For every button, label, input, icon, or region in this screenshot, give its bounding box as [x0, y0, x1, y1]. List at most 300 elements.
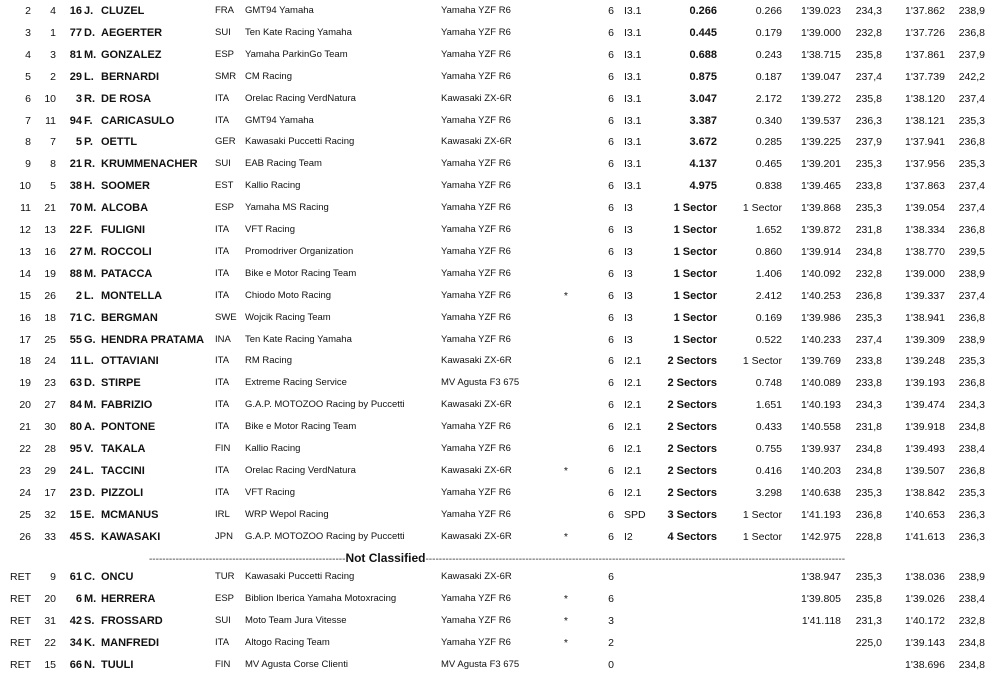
cell-nat: ITA	[215, 289, 230, 301]
cell-seg: I2.1	[624, 464, 642, 477]
cell-spd: 233,8	[855, 377, 882, 390]
cell-grid: 17	[44, 486, 56, 499]
cell-first: D.	[84, 26, 95, 39]
cell-first: M.	[84, 245, 97, 258]
cell-num: 27	[69, 245, 82, 258]
cell-bike: Kawasaki ZX-6R	[441, 571, 512, 582]
cell-team: Kallio Racing	[245, 443, 301, 454]
cell-flag: *	[563, 592, 568, 605]
cell-bike: Yamaha YZF R6	[441, 508, 511, 520]
cell-gap: 1 Sector	[673, 311, 717, 324]
table-row	[0, 483, 994, 505]
cell-team: Orelac Racing VerdNatura	[245, 464, 356, 476]
cell-bspd: 236,3	[958, 508, 985, 521]
table-row	[0, 286, 994, 308]
cell-nat: SUI	[215, 158, 231, 170]
cell-num: 95	[69, 443, 82, 455]
cell-grid: 21	[44, 202, 56, 215]
cell-pos: 25	[19, 508, 31, 521]
cell-bike: Kawasaki ZX-6R	[441, 136, 512, 148]
cell-nat: SUI	[215, 26, 231, 38]
cell-last: TUULI	[101, 658, 134, 671]
cell-laps: 6	[608, 333, 614, 346]
cell-laps: 6	[608, 508, 614, 521]
cell-pos: 19	[19, 377, 31, 390]
cell-time: 1'40.203	[801, 464, 841, 477]
cell-bspd: 236,3	[958, 530, 985, 543]
cell-best: 1'41.613	[905, 530, 945, 543]
cell-best: 1'37.739	[905, 70, 945, 83]
cell-time: 1'39.225	[801, 136, 841, 149]
cell-pos: 22	[19, 443, 31, 455]
cell-nat: FRA	[215, 5, 234, 16]
cell-nat: ITA	[215, 486, 230, 498]
cell-seg: I3	[624, 289, 633, 302]
cell-grid: 5	[50, 180, 56, 193]
cell-spd: 235,3	[855, 486, 882, 499]
cell-bike: Yamaha YZF R6	[441, 614, 511, 626]
cell-team: Kallio Racing	[245, 180, 301, 192]
cell-pos: 16	[19, 311, 31, 324]
cell-nat: ITA	[215, 464, 230, 476]
cell-pos: 24	[19, 486, 31, 499]
cell-time: 1'39.805	[801, 592, 841, 605]
cell-first: S.	[84, 530, 95, 543]
cell-last: PIZZOLI	[101, 486, 144, 499]
cell-num: 23	[69, 486, 82, 499]
cell-grid: 9	[50, 571, 56, 583]
cell-spd: 225,0	[855, 636, 882, 649]
cell-seg: I2.1	[624, 486, 642, 499]
cell-team: GMT94 Yamaha	[245, 114, 314, 126]
cell-best: 1'39.193	[905, 377, 945, 390]
cell-time: 1'40.253	[801, 289, 841, 302]
cell-time: 1'39.201	[801, 158, 841, 171]
cell-bspd: 237,4	[958, 180, 985, 193]
table-row	[0, 67, 994, 89]
cell-nat: SUI	[215, 614, 231, 626]
cell-bike: Yamaha YZF R6	[441, 70, 511, 82]
cell-nat: ITA	[215, 224, 230, 235]
cell-bike: Yamaha YZF R6	[441, 202, 511, 214]
cell-last: OTTAVIANI	[101, 355, 159, 368]
cell-bike: Kawasaki ZX-6R	[441, 399, 512, 411]
cell-first: L.	[84, 289, 94, 302]
cell-best: 1'39.054	[905, 202, 945, 215]
cell-last: SOOMER	[101, 180, 150, 193]
cell-spd: 236,3	[855, 114, 882, 127]
cell-grid: 33	[44, 530, 56, 543]
cell-laps: 6	[608, 267, 614, 280]
cell-bike: Yamaha YZF R6	[441, 158, 511, 170]
cell-pos: 4	[25, 48, 31, 61]
cell-nat: FIN	[215, 443, 231, 454]
cell-prev: 1.651	[755, 399, 782, 412]
cell-team: Biblion Iberica Yamaha Motoxracing	[245, 592, 397, 604]
cell-num: 81	[69, 48, 82, 61]
table-row	[0, 461, 994, 483]
cell-laps: 6	[608, 355, 614, 368]
cell-bspd: 236,8	[958, 224, 985, 236]
cell-bike: Kawasaki ZX-6R	[441, 355, 512, 367]
cell-bspd: 236,8	[958, 377, 985, 390]
cell-laps: 6	[608, 158, 614, 171]
cell-pos: 13	[19, 245, 31, 258]
cell-num: 61	[69, 571, 82, 583]
cell-laps: 6	[608, 92, 614, 105]
cell-bspd: 242,2	[958, 70, 985, 83]
cell-nat: SMR	[215, 70, 237, 82]
cell-grid: 15	[44, 658, 56, 671]
cell-last: PATACCA	[101, 267, 153, 280]
cell-gap: 3.387	[689, 114, 717, 127]
cell-best: 1'37.956	[905, 158, 945, 171]
cell-grid: 11	[45, 114, 56, 127]
cell-seg: I3.1	[624, 26, 642, 39]
cell-last: HENDRA PRATAMA	[101, 333, 205, 346]
cell-grid: 23	[44, 377, 56, 390]
cell-last: HERRERA	[101, 592, 156, 605]
cell-team: VFT Racing	[245, 486, 295, 498]
cell-pos: RET	[10, 658, 31, 671]
cell-first: C.	[84, 311, 95, 324]
cell-spd: 228,8	[855, 530, 882, 543]
cell-nat: ITA	[215, 421, 230, 433]
cell-last: BERGMAN	[101, 311, 158, 324]
table-row	[0, 111, 994, 133]
table-row	[0, 567, 994, 589]
cell-laps: 6	[608, 443, 614, 455]
cell-prev: 1 Sector	[742, 508, 782, 521]
cell-bike: Yamaha YZF R6	[441, 267, 511, 279]
cell-time: 1'40.638	[801, 486, 841, 499]
cell-num: 55	[69, 333, 82, 346]
cell-spd: 234,3	[855, 5, 882, 17]
cell-spd: 233,8	[855, 355, 882, 368]
cell-nat: ITA	[215, 636, 230, 648]
cell-best: 1'39.474	[905, 399, 945, 412]
cell-grid: 28	[44, 443, 56, 455]
cell-gap: 4 Sectors	[667, 530, 717, 543]
cell-last: DE ROSA	[101, 92, 152, 105]
cell-seg: I3	[624, 311, 633, 324]
cell-prev: 3.298	[755, 486, 782, 499]
cell-best: 1'38.120	[905, 92, 945, 105]
cell-spd: 236,8	[855, 508, 882, 521]
cell-best: 1'37.861	[905, 48, 945, 61]
cell-num: 70	[69, 202, 82, 215]
cell-gap: 1 Sector	[673, 289, 717, 302]
cell-bspd: 234,8	[958, 421, 985, 434]
cell-prev: 0.465	[755, 158, 782, 171]
cell-prev: 0.433	[755, 421, 782, 434]
cell-time: 1'40.233	[801, 333, 841, 346]
cell-last: MANFREDI	[101, 636, 160, 649]
cell-prev: 1 Sector	[742, 202, 782, 215]
cell-grid: 29	[44, 464, 56, 477]
cell-pos: 14	[19, 267, 31, 280]
cell-last: AEGERTER	[101, 26, 163, 39]
cell-spd: 231,3	[855, 614, 882, 627]
cell-seg: I3.1	[624, 48, 642, 61]
cell-pos: 21	[19, 421, 31, 434]
cell-nat: JPN	[215, 530, 233, 542]
cell-flag: *	[563, 530, 568, 543]
cell-first: F.	[84, 114, 93, 127]
cell-prev: 1 Sector	[742, 355, 782, 368]
cell-laps: 6	[608, 48, 614, 61]
cell-pos: 12	[19, 224, 31, 236]
cell-team: Bike e Motor Racing Team	[245, 421, 357, 433]
cell-seg: I2.1	[624, 443, 642, 455]
cell-best: 1'39.309	[905, 333, 945, 346]
cell-time: 1'39.000	[801, 26, 841, 39]
cell-last: KAWASAKI	[101, 530, 161, 543]
cell-best: 1'38.334	[905, 224, 945, 236]
cell-bike: Kawasaki ZX-6R	[441, 530, 512, 542]
cell-bspd: 239,5	[958, 245, 985, 258]
separator-dashes: -----------------------------------------------------------	[148, 554, 346, 565]
cell-first: E.	[84, 508, 95, 521]
cell-pos: 23	[19, 464, 31, 477]
cell-grid: 19	[44, 267, 56, 280]
cell-best: 1'38.036	[905, 571, 945, 583]
cell-grid: 27	[44, 399, 56, 412]
cell-best: 1'39.507	[905, 464, 945, 477]
cell-bike: Yamaha YZF R6	[441, 26, 511, 38]
cell-laps: 6	[608, 592, 614, 605]
cell-num: 5	[75, 136, 82, 149]
cell-laps: 3	[608, 614, 614, 627]
cell-bspd: 238,9	[958, 571, 985, 583]
cell-prev: 2.412	[755, 289, 782, 302]
cell-num: 16	[69, 5, 82, 17]
cell-spd: 234,8	[855, 245, 882, 258]
cell-laps: 6	[608, 289, 614, 302]
cell-seg: I3	[624, 245, 633, 258]
cell-laps: 6	[608, 421, 614, 434]
cell-bike: Yamaha YZF R6	[441, 289, 511, 301]
cell-spd: 235,3	[855, 571, 882, 583]
cell-grid: 31	[44, 614, 56, 627]
cell-best: 1'39.248	[905, 355, 945, 368]
cell-first: A.	[84, 421, 95, 434]
cell-bspd: 232,8	[958, 614, 985, 627]
cell-grid: 30	[44, 421, 56, 434]
cell-nat: INA	[215, 333, 231, 345]
cell-team: VFT Racing	[245, 224, 295, 235]
cell-last: ALCOBA	[101, 202, 149, 215]
cell-bspd: 236,8	[958, 26, 985, 39]
cell-team: Ten Kate Racing Yamaha	[245, 333, 352, 345]
cell-best: 1'37.863	[905, 180, 945, 193]
cell-nat: ITA	[215, 245, 230, 257]
table-row	[0, 611, 994, 633]
cell-bspd: 238,9	[958, 333, 985, 346]
cell-first: R.	[84, 92, 95, 105]
cell-nat: ITA	[215, 355, 230, 367]
cell-laps: 6	[608, 202, 614, 215]
cell-gap: 1 Sector	[673, 224, 717, 236]
cell-team: GMT94 Yamaha	[245, 5, 314, 16]
cell-spd: 235,8	[855, 48, 882, 61]
cell-gap: 0.266	[689, 5, 717, 17]
cell-grid: 3	[50, 48, 56, 61]
cell-flag: *	[563, 464, 568, 477]
cell-num: 77	[69, 26, 82, 39]
cell-first: M.	[84, 202, 97, 215]
cell-last: TAKALA	[101, 443, 146, 455]
cell-seg: I3.1	[624, 92, 642, 105]
cell-team: RM Racing	[245, 355, 292, 367]
cell-spd: 234,8	[855, 464, 882, 477]
cell-spd: 237,4	[855, 70, 882, 83]
cell-grid: 26	[44, 289, 56, 302]
cell-team: Yamaha MS Racing	[245, 202, 329, 214]
cell-seg: I3.1	[624, 158, 642, 171]
cell-gap: 0.875	[689, 70, 717, 83]
cell-first: K.	[84, 636, 95, 649]
cell-num: 63	[69, 377, 82, 390]
cell-prev: 0.169	[755, 311, 782, 324]
cell-bike: Yamaha YZF R6	[441, 311, 511, 323]
cell-prev: 0.748	[755, 377, 782, 390]
cell-first: P.	[84, 136, 93, 149]
cell-bspd: 238,4	[958, 592, 985, 605]
table-row	[0, 655, 994, 676]
cell-seg: I3.1	[624, 114, 642, 127]
cell-pos: RET	[10, 592, 31, 605]
cell-last: FROSSARD	[101, 614, 163, 627]
cell-num: 15	[69, 508, 82, 521]
cell-first: M.	[84, 592, 97, 605]
cell-grid: 16	[44, 245, 56, 258]
cell-last: TACCINI	[101, 464, 145, 477]
cell-gap: 1 Sector	[673, 245, 717, 258]
cell-num: 21	[69, 158, 82, 171]
cell-pos: 7	[25, 114, 31, 127]
cell-laps: 6	[608, 70, 614, 83]
cell-prev: 0.266	[755, 5, 782, 17]
cell-seg: SPD	[624, 508, 646, 521]
cell-first: L.	[84, 355, 94, 368]
cell-num: 22	[69, 224, 82, 236]
cell-grid: 25	[44, 333, 56, 346]
cell-first: M.	[84, 399, 97, 412]
cell-first: H.	[84, 180, 95, 193]
table-row	[0, 23, 994, 45]
cell-best: 1'39.000	[905, 267, 945, 280]
cell-laps: 6	[608, 530, 614, 543]
cell-spd: 231,8	[855, 421, 882, 434]
cell-time: 1'39.465	[801, 180, 841, 193]
cell-gap: 3.672	[689, 136, 717, 149]
table-row	[0, 154, 994, 176]
cell-team: Moto Team Jura Vitesse	[245, 614, 347, 626]
cell-gap: 2 Sectors	[667, 399, 717, 412]
cell-num: 24	[69, 464, 82, 477]
cell-num: 34	[69, 636, 82, 649]
cell-team: Orelac Racing VerdNatura	[245, 92, 356, 104]
cell-prev: 0.285	[755, 136, 782, 149]
cell-prev: 0.838	[755, 180, 782, 193]
cell-seg: I2	[624, 530, 633, 543]
cell-team: G.A.P. MOTOZOO Racing by Puccetti	[245, 530, 405, 542]
cell-bike: Yamaha YZF R6	[441, 48, 511, 60]
cell-time: 1'39.986	[801, 311, 841, 324]
cell-best: 1'38.842	[905, 486, 945, 499]
cell-time: 1'38.947	[801, 571, 841, 583]
cell-laps: 6	[608, 486, 614, 499]
cell-laps: 6	[608, 114, 614, 127]
cell-time: 1'39.023	[801, 5, 841, 17]
cell-bspd: 235,3	[958, 158, 985, 171]
cell-first: F.	[84, 224, 93, 236]
cell-flag: *	[563, 636, 568, 649]
cell-seg: I2.1	[624, 377, 642, 390]
cell-seg: I3	[624, 333, 633, 346]
section-title: Not Classified	[345, 551, 426, 565]
cell-prev: 1.406	[755, 267, 782, 280]
cell-grid: 20	[44, 592, 56, 605]
cell-bike: Yamaha YZF R6	[441, 636, 511, 648]
cell-pos: 8	[25, 136, 31, 149]
cell-pos: 2	[25, 5, 31, 17]
cell-num: 29	[69, 70, 82, 83]
table-row	[0, 220, 994, 242]
cell-laps: 6	[608, 311, 614, 324]
cell-time: 1'39.537	[801, 114, 841, 127]
cell-prev: 0.187	[755, 70, 782, 83]
cell-gap: 0.445	[689, 26, 717, 39]
cell-num: 84	[69, 399, 82, 412]
cell-bspd: 237,4	[958, 92, 985, 105]
cell-nat: EST	[215, 180, 234, 192]
cell-laps: 6	[608, 136, 614, 149]
cell-gap: 1 Sector	[673, 202, 717, 215]
cell-seg: I3.1	[624, 70, 642, 83]
cell-time: 1'40.092	[801, 267, 841, 280]
cell-prev: 0.340	[755, 114, 782, 127]
cell-grid: 32	[44, 508, 56, 521]
cell-time: 1'41.118	[801, 614, 841, 627]
cell-pos: RET	[10, 571, 31, 583]
cell-prev: 1.652	[755, 224, 782, 236]
cell-nat: GER	[215, 136, 236, 148]
cell-gap: 1 Sector	[673, 333, 717, 346]
cell-bike: Yamaha YZF R6	[441, 486, 511, 498]
cell-num: 94	[69, 114, 82, 127]
cell-num: 2	[75, 289, 82, 302]
cell-grid: 1	[50, 26, 56, 39]
cell-laps: 6	[608, 571, 614, 583]
cell-bspd: 238,4	[958, 443, 985, 455]
cell-bspd: 234,3	[958, 399, 985, 412]
cell-first: D.	[84, 486, 95, 499]
table-row	[0, 373, 994, 395]
cell-bspd: 236,8	[958, 136, 985, 149]
table-row	[0, 351, 994, 373]
cell-team: Kawasaki Puccetti Racing	[245, 571, 355, 582]
not-classified-separator	[0, 549, 994, 567]
cell-bike: MV Agusta F3 675	[441, 377, 520, 389]
cell-nat: ITA	[215, 399, 230, 411]
cell-bspd: 238,9	[958, 267, 985, 280]
cell-best: 1'38.121	[905, 114, 945, 127]
cell-gap: 2 Sectors	[667, 421, 717, 434]
separator-dashes: ------------------------------------------------------------------------------------------------------------------------------	[425, 554, 846, 565]
cell-team: Extreme Racing Service	[245, 377, 347, 389]
